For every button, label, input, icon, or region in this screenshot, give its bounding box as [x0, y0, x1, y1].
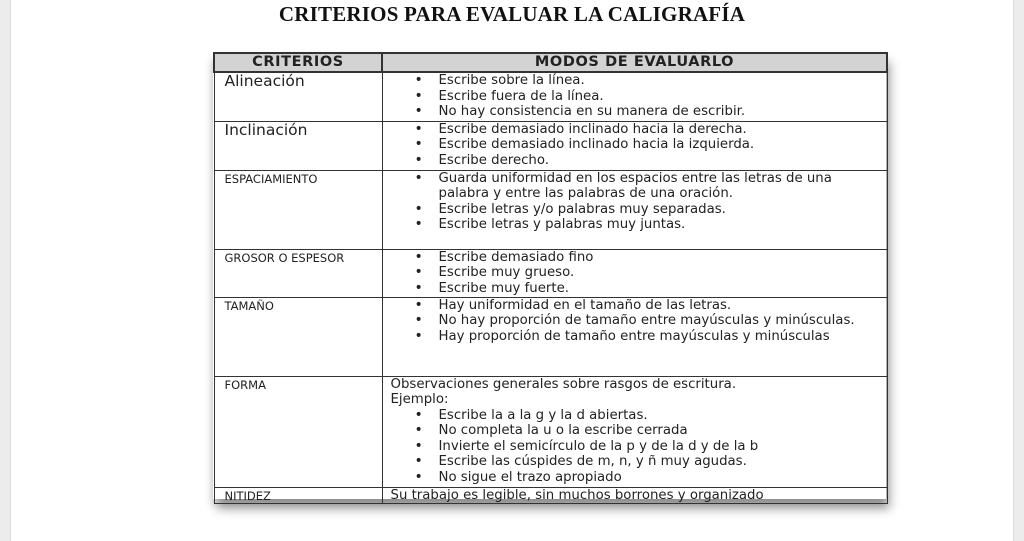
- list-item: • Escribe las cúspides de m, n, y ñ muy agudas.: [439, 454, 887, 470]
- list-item: • Escribe demasiado inclinado hacia la izquierda.: [439, 137, 887, 153]
- modes-cell: [382, 170, 887, 249]
- list-item: • Escribe derecho.: [439, 153, 887, 169]
- list-item: • No hay proporción de tamaño entre mayúsculas y minúsculas.: [439, 313, 887, 329]
- modes-cell: [382, 376, 887, 487]
- table-row-inclinacion: [214, 121, 887, 170]
- header-criterios: CRITERIOS: [214, 53, 382, 72]
- intro-text: Ejemplo:: [390, 392, 449, 407]
- list-item: • Escribe demasiado fino: [439, 250, 887, 266]
- list-item: • No hay consistencia en su manera de escribir.: [439, 104, 887, 120]
- criterion-cell: FORMA: [214, 376, 382, 487]
- header-modos: MODOS DE EVALUARLO: [382, 53, 887, 72]
- modes-list: [391, 73, 887, 120]
- criterion-cell: ESPACIAMIENTO: [214, 170, 382, 249]
- modes-cell: [382, 72, 887, 121]
- criterion-cell: GROSOR O ESPESOR: [214, 249, 382, 297]
- modes-list: [391, 122, 887, 169]
- modes-cell: [382, 121, 887, 170]
- modes-list: [391, 408, 887, 486]
- modes-cell: [382, 249, 887, 297]
- criterion-cell: NITIDEZ: [214, 487, 382, 504]
- modes-cell: Su trabajo es legible, sin muchos borrones y organizado: [382, 487, 887, 504]
- table-row-tamano: [214, 297, 887, 376]
- modes-list: [391, 171, 887, 233]
- table-row-forma: [214, 376, 887, 487]
- page-title: CRITERIOS PARA EVALUAR LA CALIGRAFÍA: [278, 2, 746, 26]
- list-item: • No sigue el trazo apropiado: [439, 470, 887, 486]
- list-item: • Escribe sobre la línea.: [439, 73, 887, 89]
- table-row-grosor: [214, 249, 887, 297]
- list-item: • Escribe muy grueso.: [439, 265, 887, 281]
- table-row-alineacion: [214, 72, 887, 121]
- list-item: • No completa la u o la escribe cerrada: [439, 423, 887, 439]
- list-item: • Escribe muy fuerte.: [439, 281, 887, 297]
- list-item: • Guarda uniformidad en los espacios entre las letras de una palabra y entre las palabras de una oración.: [439, 171, 887, 202]
- criterion-cell: Alineación: [214, 72, 382, 121]
- criterion-cell: TAMAÑO: [214, 297, 382, 376]
- modes-list: [391, 250, 887, 297]
- list-item: • Escribe letras y/o palabras muy separadas.: [439, 202, 887, 218]
- criteria-table: [213, 52, 888, 504]
- list-item: • Hay proporción de tamaño entre mayúsculas y minúsculas: [439, 329, 887, 345]
- modes-list: [391, 298, 887, 345]
- criteria-table-container: [213, 52, 886, 503]
- list-item: • Escribe demasiado inclinado hacia la derecha.: [439, 122, 887, 138]
- right-edge: [1013, 0, 1024, 541]
- criterion-cell: Inclinación: [214, 121, 382, 170]
- list-item: • Invierte el semicírculo de la p y de la d y de la b: [439, 439, 887, 455]
- list-item: • Escribe letras y palabras muy juntas.: [439, 217, 887, 233]
- intro-text: Observaciones generales sobre rasgos de escritura.: [390, 376, 737, 392]
- list-item: • Escribe la a la g y la d abiertas.: [439, 408, 887, 424]
- list-item: • Escribe fuera de la línea.: [439, 89, 887, 105]
- modes-cell: [382, 297, 887, 376]
- table-row-espaciamiento: [214, 170, 887, 249]
- table-row-nitidez: [214, 487, 887, 504]
- left-edge: [0, 0, 11, 541]
- list-item: • Hay uniformidad en el tamaño de las letras.: [439, 298, 887, 314]
- table-header-row: [214, 53, 887, 72]
